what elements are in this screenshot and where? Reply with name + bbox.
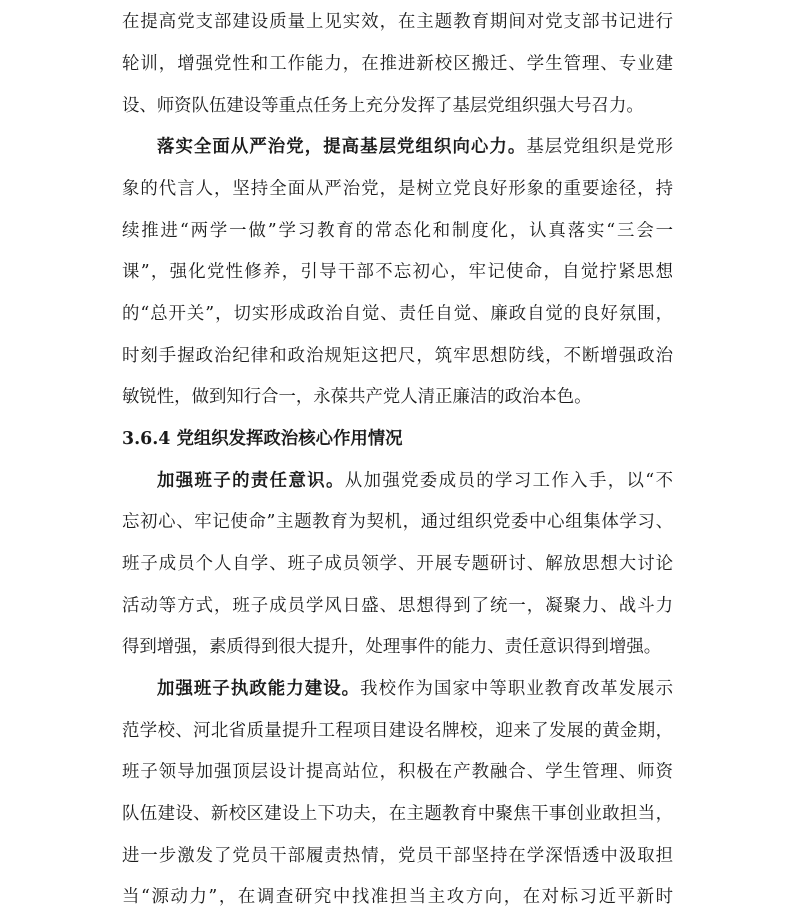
paragraph-1-line-1: 在提高党支部建设质量上见实效，在主题教育期间对党支部书记进行 [122,12,673,32]
paragraph-4-line-6: 当“源动力”，在调查研究中找准担当主攻方向，在对标习近平新时 [122,887,673,907]
paragraph-2-line-6: 时刻手握政治纪律和政治规矩这把尺，筑牢思想防线，不断增强政治 [122,346,673,366]
paragraph-4-line-4: 队伍建设、新校区建设上下功夫，在主题教育中聚焦干事创业敢担当， [122,804,673,824]
paragraph-2-lead: 落实全面从严治党，提高基层党组织向心力。 [157,137,527,157]
paragraph-2-line-1 [157,132,673,162]
paragraph-1-line-2: 轮训，增强党性和工作能力，在推进新校区搬迁、学生管理、专业建 [122,54,673,74]
paragraph-3-line-4: 活动等方式，班子成员学风日盛、思想得到了统一，凝聚力、战斗力 [122,596,673,616]
paragraph-1-line-3: 设、师资队伍建设等重点任务上充分发挥了基层党组织强大号召力。 [122,96,644,116]
paragraph-4-line-5: 进一步激发了党员干部履责热情，党员干部坚持在学深悟透中汲取担 [122,846,673,866]
section-heading: 3.6.4 党组织发挥政治核心作用情况 [122,429,403,449]
paragraph-4-lead: 加强班子执政能力建设。 [157,679,361,699]
paragraph-2-line-3: 续推进“两学一做”学习教育的常态化和制度化，认真落实“三会一 [122,221,673,241]
paragraph-4-line-3: 班子领导加强顶层设计提高站位，积极在产教融合、学生管理、师资 [122,762,673,782]
paragraph-2-line-4: 课”，强化党性修养，引导干部不忘初心，牢记使命，自觉拧紧思想 [122,262,673,282]
paragraph-4-first-rest: 我校作为国家中等职业教育改革发展示 [360,679,673,699]
paragraph-4-line-1 [157,674,673,704]
paragraph-4-line-2: 范学校、河北省质量提升工程项目建设名牌校，迎来了发展的黄金期， [122,721,673,741]
paragraph-3-first-rest: 从加强党委成员的学习工作入手，以“不 [344,471,673,491]
paragraph-3-line-1 [157,466,673,496]
paragraph-3-line-5: 得到增强，素质得到很大提升，处理事件的能力、责任意识得到增强。 [122,637,662,657]
paragraph-2-first-rest: 基层党组织是党形 [526,137,673,157]
paragraph-2-line-5: 的“总开关”，切实形成政治自觉、责任自觉、廉政自觉的良好氛围， [122,304,673,324]
paragraph-3-lead: 加强班子的责任意识。 [157,471,345,491]
paragraph-3-line-2: 忘初心、牢记使命”主题教育为契机，通过组织党委中心组集体学习、 [122,512,673,532]
paragraph-3-line-3: 班子成员个人自学、班子成员领学、开展专题研讨、解放思想大讨论 [122,554,673,574]
paragraph-2-line-2: 象的代言人，坚持全面从严治党，是树立党良好形象的重要途径，持 [122,179,673,199]
paragraph-2-line-7: 敏锐性，做到知行合一，永葆共产党人清正廉洁的政治本色。 [122,387,592,407]
